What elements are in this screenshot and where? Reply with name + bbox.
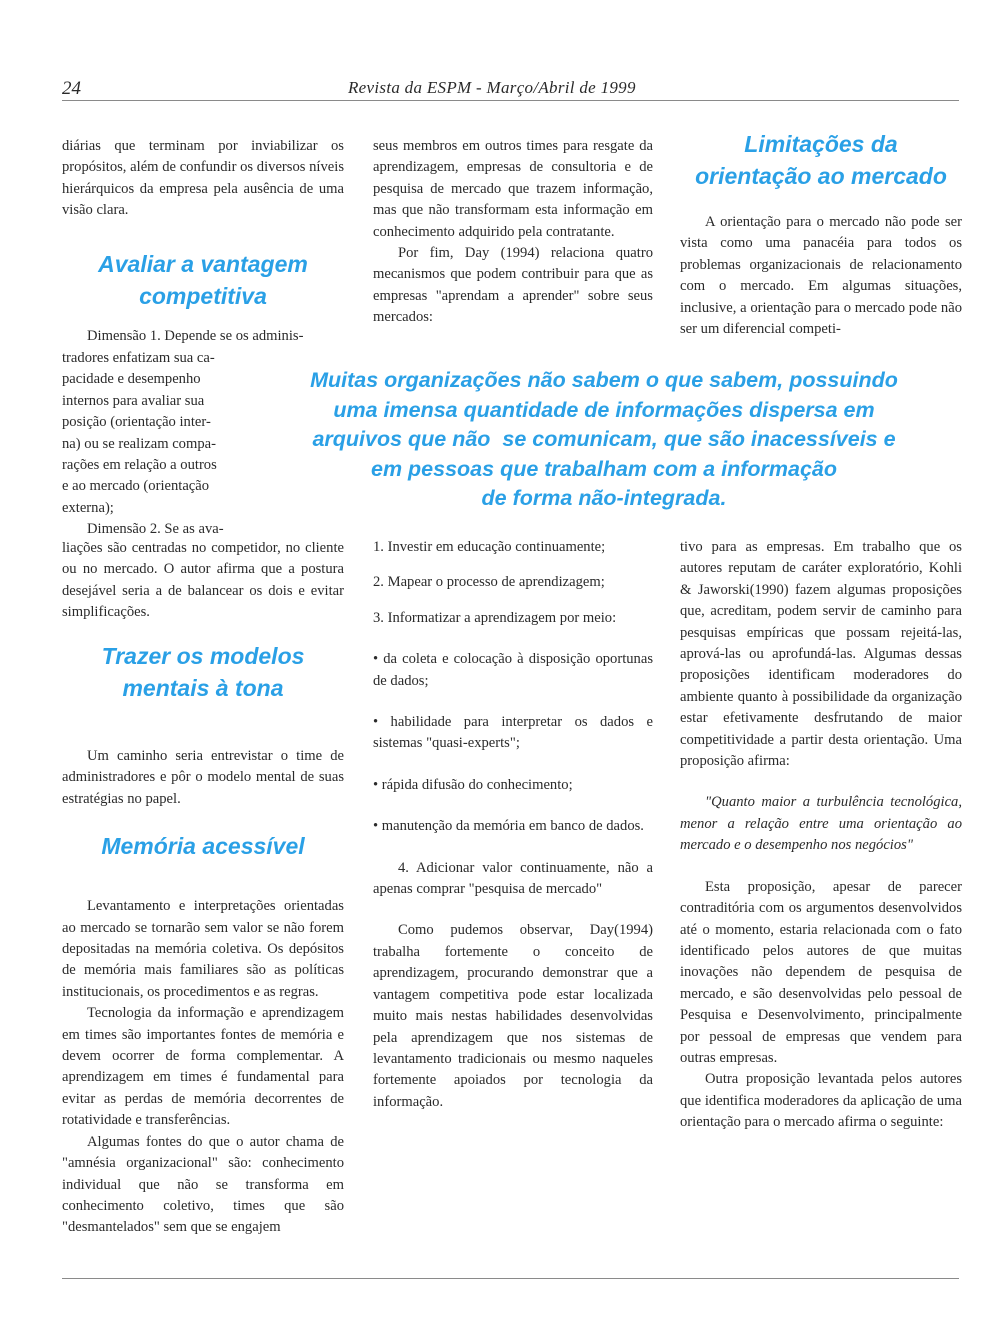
column-2-upper <box>373 136 653 329</box>
paragraph-col2-top2: Por fim, Day (1994) relaciona quatro mecanismos que podem contribuir para que as empresas "aprendam a aprender" sobre seus mercados: <box>373 245 653 326</box>
pull-quote-line3: arquivos que não se comunicam, que são inacessíveis e <box>312 427 896 451</box>
quoted-proposition: "Quanto maior a turbulência tecnológica, menor a relação entre uma orientação ao mercado e o desempenho nos negócios" <box>680 794 962 854</box>
pull-quote-line4: em pessoas que trabalham com a informação <box>371 456 837 481</box>
heading-trazer-line1: Trazer os modelos <box>101 643 305 669</box>
list-item-4: 4. Adicionar valor continuamente, não a apenas comprar "pesquisa de mercado" <box>373 859 653 898</box>
bullet-item-2: • habilidade para interpretar os dados e sistemas "quasi-experts"; <box>373 714 653 752</box>
pull-quote-line2: uma imensa quantidade de informações dispersa em <box>333 397 875 422</box>
column-3-upper <box>680 128 962 340</box>
list-item-1: 1. Investir em educação continuamente; <box>373 539 606 555</box>
paragraph-trazer: Um caminho seria entrevistar o time de administradores e pôr o modelo mental de suas estratégias no papel. <box>62 748 344 807</box>
heading-avaliar-line2: competitiva <box>139 282 267 309</box>
journal-title: Revista da ESPM - Março/Abril de 1999 <box>348 78 636 97</box>
paragraph-memoria-3: Algumas fontes do que o autor chama de "amnésia organizacional" são: conhecimento individual que não se transforma em conhecimento coletivo, times que são "desmantelados" sem que se engajem <box>62 1133 344 1236</box>
paragraph-memoria-2: Tecnologia da informação e aprendizagem em times são importantes fontes de memória e devem ocorrer de forma complementar. A aprendizagem em times é fundamental para evitar as perdas de memória decorrentes de rotatividade e transferências. <box>62 1005 344 1129</box>
paragraph-col3-top: A orientação para o mercado não pode ser vista como uma panacéia para todos os problemas organizacionais de relacionamento com o mercado. Em algumas situações, inclusive, a orientação para o mercado pode não ser um diferencial competi- <box>680 214 962 338</box>
column-1-lower <box>62 640 344 1239</box>
column-2-lower <box>373 537 653 1113</box>
dim1-wrap: Dimensão 1. Depende se os adminis- <box>87 328 304 344</box>
paragraph-col3-bot3: Outra proposição levantada pelos autores que identifica moderadores da aplicação de uma orientação para o mercado afirma o seguinte: <box>680 1071 962 1131</box>
column-3-lower <box>680 537 962 1134</box>
pull-quote-line1: Muitas organizações não sabem o que sabem, possuindo <box>310 368 898 392</box>
bullet-item-1: • da coleta e colocação à disposição oportunas de dados; <box>373 651 653 689</box>
paragraph-col2-top1: seus membros em outros times para resgate da aprendizagem, empresas de consultoria e de pesquisa de mercado que trazem informação, mas que não transformam esta informação em conhecimento adquirido pela contratante. <box>373 138 653 240</box>
paragraph-intro: diárias que terminam por inviabilizar os propósitos, além de confundir os diversos níveis hierárquicos da empresa pela ausência de uma visão clara. <box>62 138 344 219</box>
footer-rule <box>62 1278 959 1279</box>
bullet-item-3: • rápida difusão do conhecimento; <box>373 776 573 793</box>
paragraph-memoria-1: Levantamento e interpretações orientadas ao mercado se tornarão sem valor se não forem depositadas na memória coletiva. Os depósitos de memória mais familiares são as políticas institucionais, os procedimentos e as regras. <box>62 898 344 1000</box>
column-1-upper <box>62 136 344 334</box>
heading-avaliar-line1: Avaliar a vantagem <box>98 250 308 277</box>
heading-memoria: Memória acessível <box>101 833 305 860</box>
list-item-2: 2. Mapear o processo de aprendizagem; <box>373 574 605 591</box>
heading-limitacoes-line1: Limitações da <box>744 131 898 157</box>
heading-limitacoes-line2: orientação ao mercado <box>695 163 947 189</box>
pull-quote <box>244 366 964 514</box>
dim2-wide: liações são centradas no competidor, no cliente ou no mercado. O autor afirma que a postura desejável seria a de balancear os dois e evitar simplificações. <box>62 540 344 621</box>
dim1-narrow: tradores enfatizam sua ca- pacidade e desempenho internos para avaliar sua posição (orientação inter- na) ou se realizam compa- rações em relação a outros e ao mercado (orientação externa); Dimensão 2. Se as ava- <box>62 350 224 538</box>
heading-trazer-line2: mentais à tona <box>122 675 284 701</box>
page-number: 24 <box>62 78 81 99</box>
bullet-item-4: • manutenção da memória em banco de dados. <box>373 818 644 835</box>
paragraph-col3-bot2: Esta proposição, apesar de parecer contraditória com os argumentos desenvolvidos até o momento, estaria relacionada com o fato identificado pelos autores de que muitas inovações não dependem de pesquisa de mercado, e são desenvolvidas pelo pessoal de Pesquisa e Desenvolvimento, principalmente por pessoal de empresas que vendem para outras empresas. <box>680 878 962 1066</box>
header-rule <box>62 100 959 101</box>
paragraph-como: Como pudemos observar, Day(1994) trabalha fortemente o conceito de aprendizagem, procurando demonstrar que a vantagem competitiva pode estar localizada muito mais nestas habilidades desenvolvidas pela aprendizagem que nos sistemas de levantamento tradicionais ou mesmo naqueles fortemente apoiados por tecnologia da informação. <box>373 922 653 1110</box>
list-item-3: 3. Informatizar a aprendizagem por meio: <box>373 609 617 626</box>
paragraph-col3-bot1: tivo para as empresas. Em trabalho que os autores reputam de caráter exploratório, Kohli & Jaworski(1990) fazem algumas proposições que, acreditam, podem servir de caminho para pesquisas empíricas que possam rejeitá-las, aprová-las ou aprofundá-las. Algumas dessas proposições identificam moderadores do ambiente quanto à possibilidade da organização estar efetivamente desfrutando de maior competitividade a partir desta orientação. Uma proposição afirma: <box>680 539 962 770</box>
pull-quote-line5: de forma não-integrada. <box>481 486 727 510</box>
